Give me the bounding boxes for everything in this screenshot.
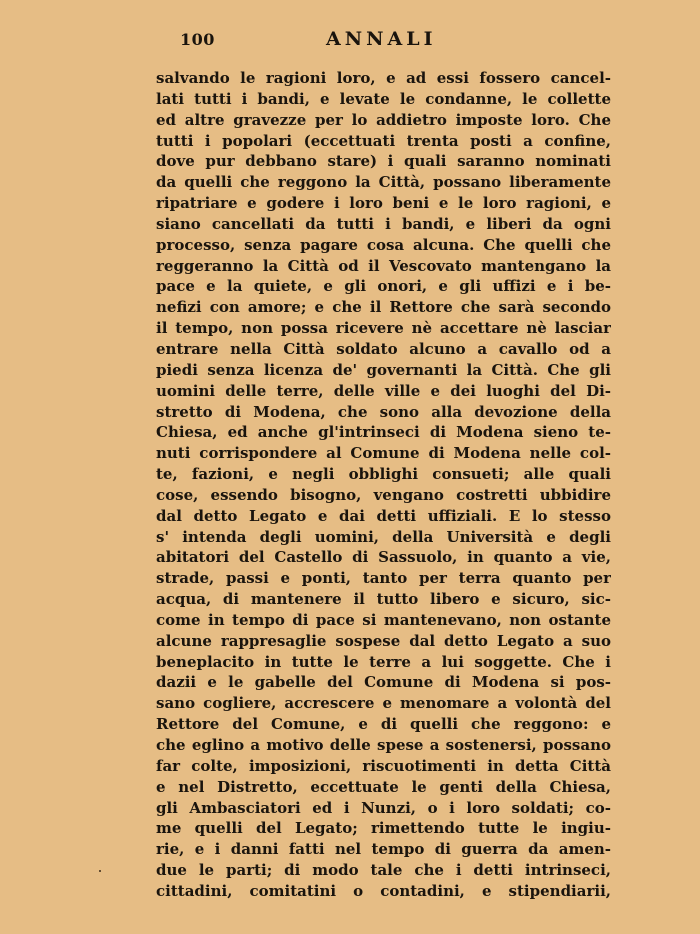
- text-line: e nel Distretto, eccettuate le genti della Chiesa,: [156, 777, 611, 796]
- text-line: acqua, di mantenere il tutto libero e sicuro, sic-: [156, 590, 611, 609]
- text-line: stretto di Modena, che sono alla devozione della: [156, 402, 611, 421]
- text-line: lati tutti i bandi, e levate le condanne, le collette: [156, 89, 611, 108]
- text-line: dove pur debbano stare) i quali saranno nominati: [156, 152, 611, 171]
- text-line: cittadini, comitatini o contadini, e stipendiarii,: [156, 881, 611, 900]
- text-line: alcune rappresaglie sospese dal detto Legato a suo: [156, 631, 611, 650]
- text-line: due le parti; di modo tale che i detti intrinseci,: [156, 861, 611, 880]
- text-line: cose, essendo bisogno, vengano costretti ubbidire: [156, 485, 611, 504]
- text-line: pace e la quiete, e gli onori, e gli uffizi e i be-: [156, 277, 611, 296]
- text-line: ed altre gravezze per lo addietro imposte loro. Che: [156, 110, 611, 129]
- text-line: siano cancellati da tutti i bandi, e liberi da ogni: [156, 214, 611, 233]
- text-line: beneplacito in tutte le terre a lui soggette. Che i: [156, 652, 611, 671]
- text-line: strade, passi e ponti, tanto per terra quanto per: [156, 569, 611, 588]
- text-line: il tempo, non possa ricevere nè accettare nè lasciar: [156, 319, 611, 338]
- text-line: entrare nella Città soldato alcuno a cavallo od a: [156, 339, 611, 358]
- text-line: piedi senza licenza de' governanti la Città. Che gli: [156, 360, 611, 379]
- text-line: dal detto Legato e dai detti uffiziali. E lo stesso: [156, 506, 611, 525]
- text-line: far colte, imposizioni, riscuotimenti in detta Città: [156, 756, 611, 775]
- text-line: da quelli che reggono la Città, possano liberamente: [156, 173, 611, 192]
- ink-speck: [99, 870, 101, 872]
- text-line: Chiesa, ed anche gl'intrinseci di Modena sieno te-: [156, 423, 611, 442]
- text-line: uomini delle terre, delle ville e dei luoghi del Di-: [156, 381, 611, 400]
- text-line: sano cogliere, accrescere e menomare a volontà del: [156, 694, 611, 713]
- text-line: te, fazioni, e negli obblighi consueti; alle quali: [156, 465, 611, 484]
- body-text: [156, 68, 611, 902]
- text-line: dazii e le gabelle del Comune di Modena si pos-: [156, 673, 611, 692]
- running-head: ANNALI: [326, 28, 437, 50]
- page-header: [156, 28, 611, 54]
- text-line: che eglino a motivo delle spese a sostenersi, possano: [156, 736, 611, 754]
- text-line: s' intenda degli uomini, della Università e degli: [156, 527, 611, 546]
- text-line: reggeranno la Città od il Vescovato mantengano la: [156, 256, 611, 275]
- text-line: processo, senza pagare cosa alcuna. Che quelli che: [156, 235, 611, 254]
- text-line: gli Ambasciatori ed i Nunzi, o i loro soldati; co-: [156, 798, 611, 817]
- text-line: abitatori del Castello di Sassuolo, in quanto a vie,: [156, 548, 611, 567]
- text-line: nefizi con amore; e che il Rettore che sarà secondo: [156, 298, 611, 317]
- text-line: salvando le ragioni loro, e ad essi fossero cancel-: [156, 69, 611, 87]
- text-line: tutti i popolari (eccettuati trenta posti a confine,: [156, 131, 611, 150]
- text-line: ripatriare e godere i loro beni e le loro ragioni, e: [156, 194, 611, 213]
- text-line: come in tempo di pace si mantenevano, non ostante: [156, 610, 611, 629]
- text-line: nuti corrispondere al Comune di Modena nelle col-: [156, 444, 611, 463]
- text-line: Rettore del Comune, e di quelli che reggono: e: [156, 715, 611, 734]
- page-number: 100: [180, 30, 215, 49]
- text-line: rie, e i danni fatti nel tempo di guerra da amen-: [156, 840, 611, 859]
- text-line: me quelli del Legato; rimettendo tutte le ingiu-: [156, 819, 611, 838]
